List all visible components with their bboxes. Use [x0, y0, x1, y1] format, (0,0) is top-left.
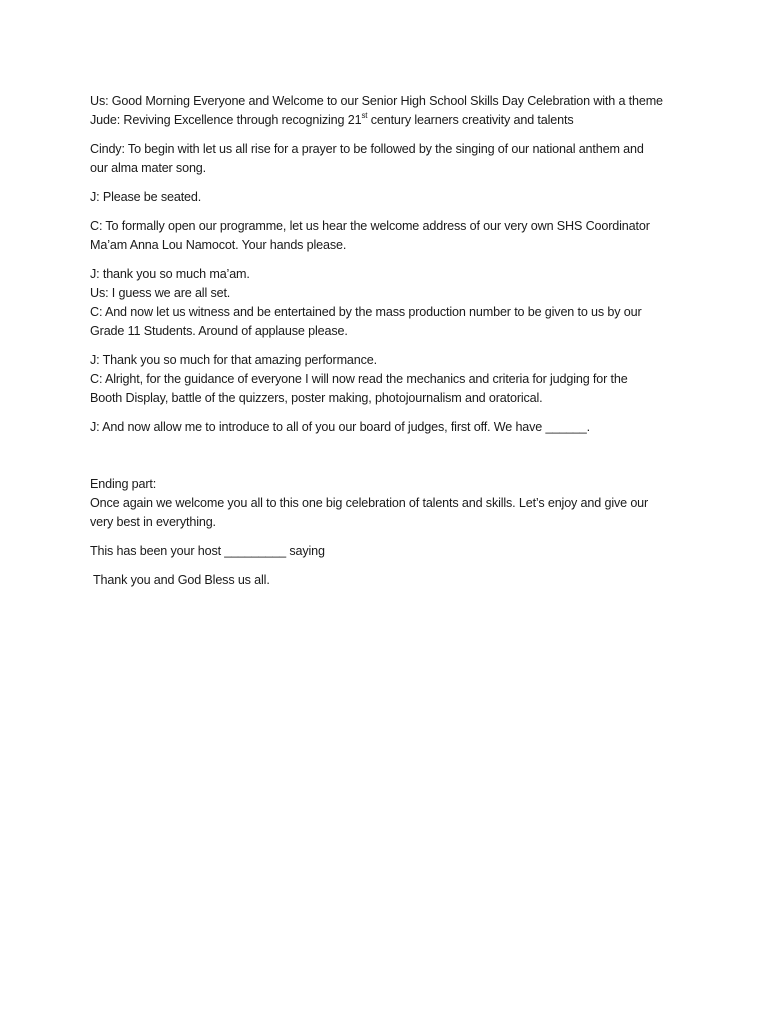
- production-line-3: C: And now let us witness and be entertained by the mass production number to be given to us by our: [90, 305, 642, 319]
- ending-heading: Ending part:: [90, 477, 157, 491]
- production-line-4: Grade 11 Students. Around of applause please.: [90, 324, 348, 338]
- welcome-address-line-2: Ma’am Anna Lou Namocot. Your hands please.: [90, 238, 347, 252]
- welcome-address-paragraph: [90, 217, 690, 255]
- production-line-1: J: thank you so much ma’am.: [90, 267, 250, 281]
- production-paragraph: [90, 265, 690, 341]
- prayer-line-1: Cindy: To begin with let us all rise for a prayer to be followed by the singing of our national anthem and: [90, 142, 644, 156]
- host-line: This has been your host _________ saying: [90, 544, 325, 558]
- production-line-2: Us: I guess we are all set.: [90, 286, 231, 300]
- closing-line: Thank you and God Bless us all.: [93, 573, 270, 587]
- ending-line-2: very best in everything.: [90, 515, 216, 529]
- host-paragraph: [90, 542, 690, 561]
- prayer-paragraph: [90, 140, 690, 178]
- seated-line: J: Please be seated.: [90, 190, 202, 204]
- intro-line-1: Us: Good Morning Everyone and Welcome to our Senior High School Skills Day Celebration with a theme: [90, 94, 663, 108]
- intro-paragraph: [90, 92, 690, 130]
- ending-line-1: Once again we welcome you all to this one big celebration of talents and skills. Let’s enjoy and give our: [90, 496, 649, 510]
- mechanics-line-2: C: Alright, for the guidance of everyone I will now read the mechanics and criteria for judging for the: [90, 372, 628, 386]
- ending-paragraph: [90, 475, 690, 532]
- document-page: [90, 92, 690, 600]
- prayer-line-2: our alma mater song.: [90, 161, 206, 175]
- ordinal-suffix: st: [361, 110, 368, 120]
- mechanics-line-3: Booth Display, battle of the quizzers, poster making, photojournalism and oratorical.: [90, 391, 543, 405]
- closing-paragraph: [90, 571, 690, 590]
- mechanics-line-1: J: Thank you so much for that amazing performance.: [90, 353, 377, 367]
- mechanics-paragraph: [90, 351, 690, 408]
- theme-text-end: century learners creativity and talents: [367, 113, 574, 127]
- seated-paragraph: [90, 188, 690, 207]
- welcome-address-line-1: C: To formally open our programme, let us hear the welcome address of our very own SHS Coordinator: [90, 219, 650, 233]
- judges-line: J: And now allow me to introduce to all of you our board of judges, first off. We have ______.: [90, 420, 590, 434]
- judges-paragraph: [90, 418, 690, 437]
- spacer: [90, 447, 690, 475]
- intro-line-2: [90, 111, 690, 130]
- theme-text: Jude: Reviving Excellence through recognizing 21: [90, 113, 362, 127]
